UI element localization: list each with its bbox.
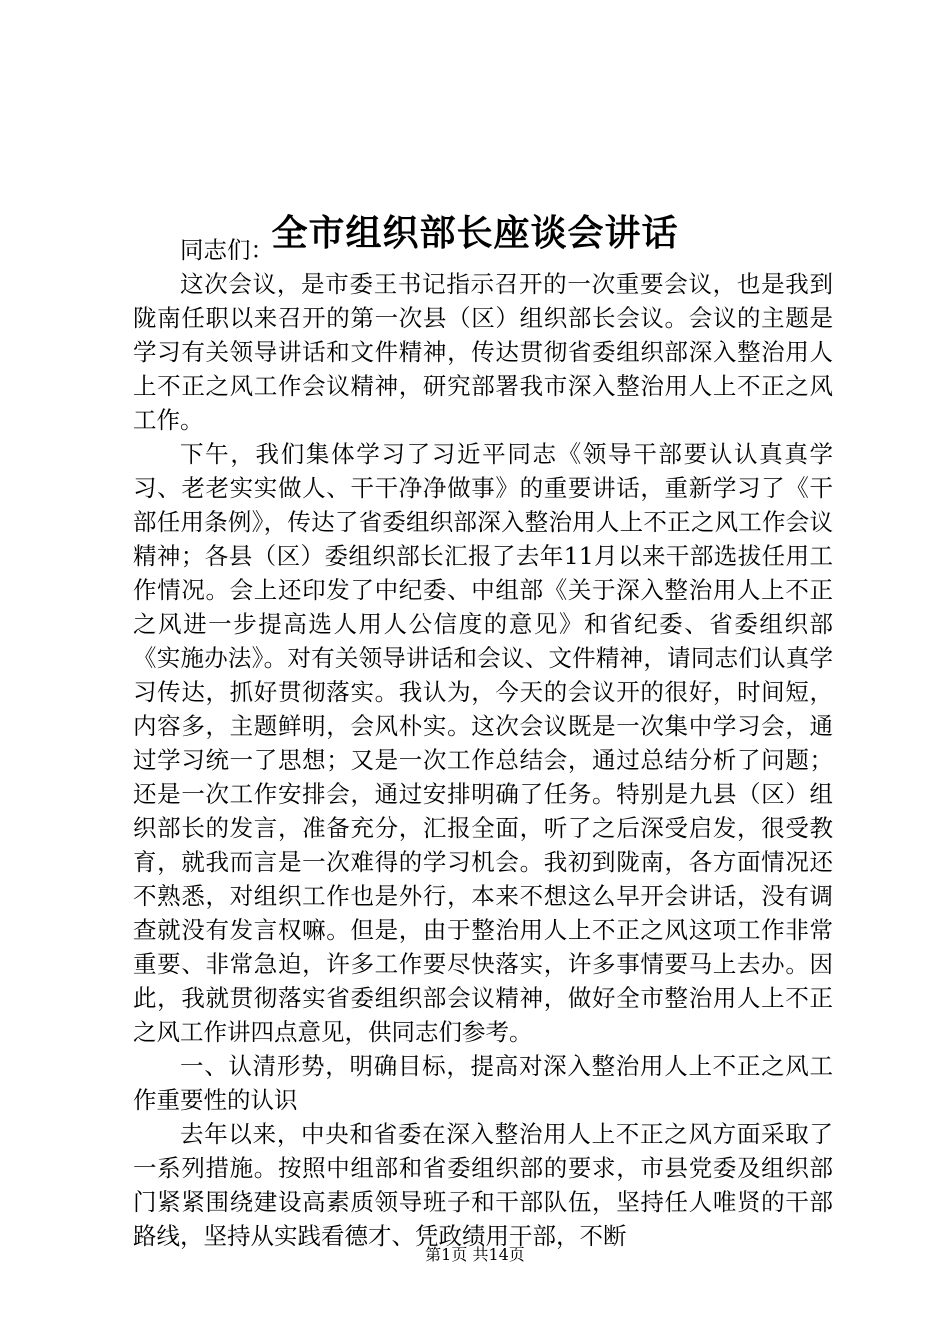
document-body — [133, 233, 833, 1253]
section-heading: 一、认清形势，明确目标，提高对深入整治用人上不正之风工作重要性的认识 — [133, 1052, 833, 1114]
paragraph: 这次会议，是市委王书记指示召开的一次重要会议，也是我到陇南任职以来召开的第一次县（区）组织部长会议。会议的主题是学习有关领导讲话和文件精神，传达贯彻省委组织部深入整治用人上不正之风工作会议精神，研究部署我市深入整治用人上不正之风工作。 — [133, 270, 833, 434]
paragraph: 去年以来，中央和省委在深入整治用人上不正之风方面采取了一系列措施。按照中组部和省委组织部的要求，市县党委及组织部门紧紧围绕建设高素质领导班子和干部队伍，坚持任人唯贤的干部路线，坚持从实践看德才、凭政绩用干部，不断 — [133, 1120, 833, 1250]
page-footer: 第1页 共14页 — [425, 1245, 525, 1264]
paragraph: 下午，我们集体学习了习近平同志《领导干部要认认真真学习、老老实实做人、干干净净做事》的重要讲话，重新学习了《干部任用条例》，传达了省委组织部深入整治用人上不正之风工作会议精神；各县（区）委组织部长汇报了去年11月以来干部选拔任用工作情况。会上还印发了中纪委、中组部《关于深入整治用人上不正之风进一步提高选人用人公信度的意见》和省纪委、省委组织部《实施办法》。对有关领导讲话和会议、文件精神，请同志们认真学习传达，抓好贯彻落实。我认为，今天的会议开的很好，时间短，内容多，主题鲜明，会风朴实。这次会议既是一次集中学习会，通过学习统一了思想；又是一次工作总结会，通过总结分析了问题；还是一次工作安排会，通过安排明确了任务。特别是九县（区）组织部长的发言，准备充分，汇报全面，听了之后深受启发，很受教育，就我而言是一次难得的学习机会。我初到陇南，各方面情况还不熟悉，对组织工作也是外行，本来不想这么早开会讲话，没有调查就没有发言权嘛。但是，由于整治用人上不正之风这项工作非常重要、非常急迫，许多工作要尽快落实，许多事情要马上去办。因此，我就贯彻落实省委组织部会议精神，做好全市整治用人上不正之风工作讲四点意见，供同志们参考。 — [133, 440, 833, 1046]
page-title: 全市组织部长座谈会讲话 — [271, 212, 679, 255]
salutation: 同志们： — [180, 236, 274, 264]
